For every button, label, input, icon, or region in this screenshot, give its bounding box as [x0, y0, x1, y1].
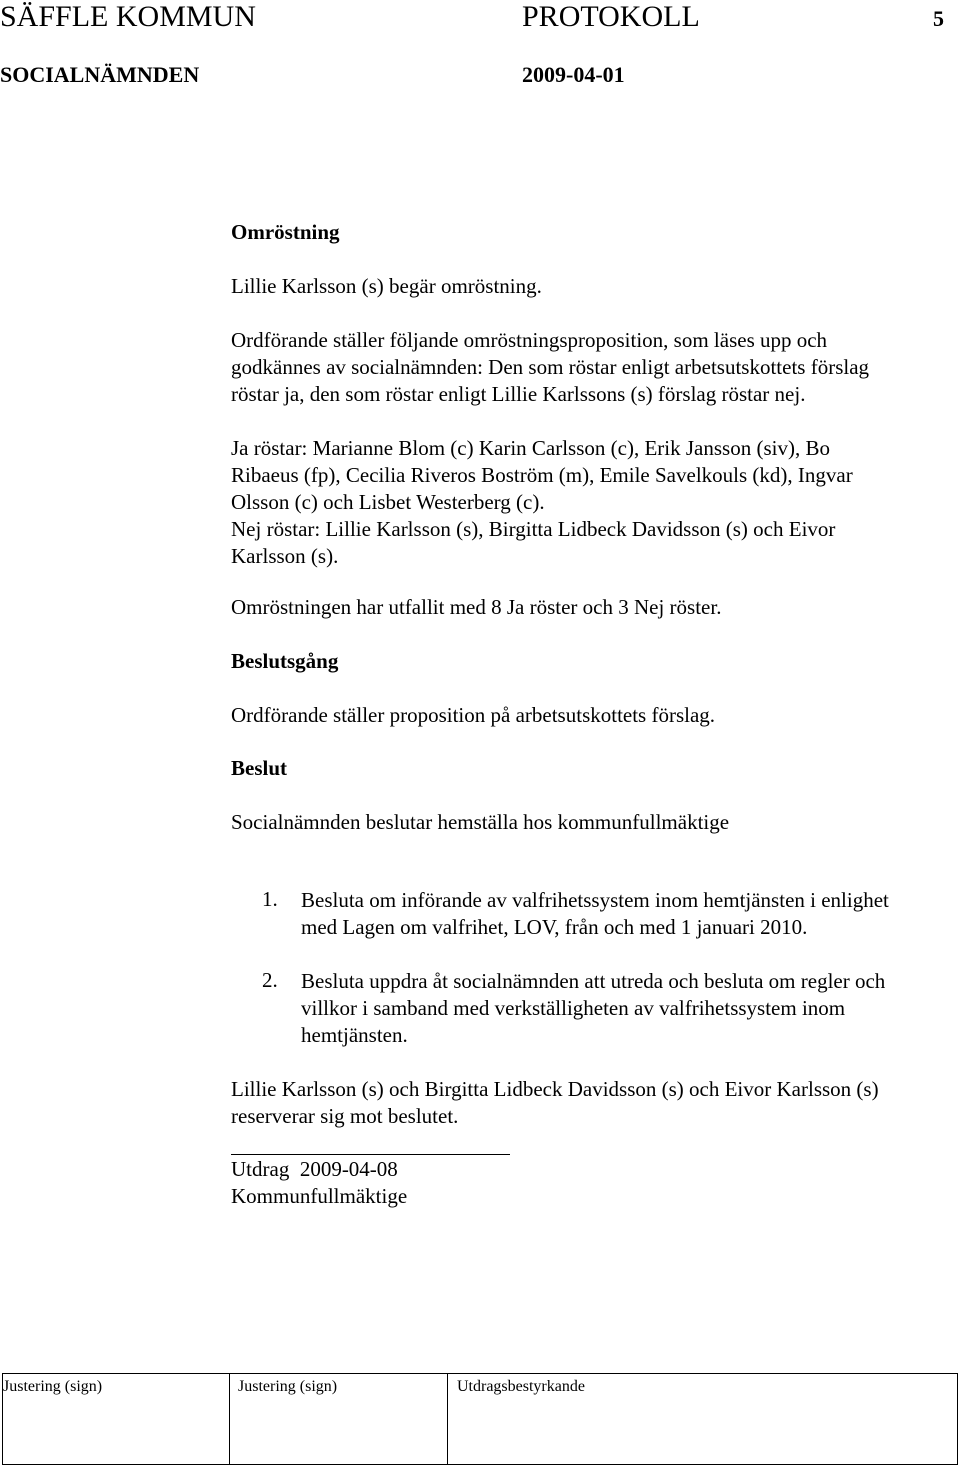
- separator-line: [231, 1154, 510, 1155]
- vote-line: Ja röstar: Marianne Blom (c) Karin Carlsson (c), Erik Jansson (siv), Bo: [231, 436, 830, 460]
- decision-heading: Beslut: [231, 756, 288, 780]
- signature-table: [2, 1373, 958, 1465]
- signature-label: Justering (sign): [238, 1378, 338, 1395]
- municipality-name: SÄFFLE KOMMUN: [0, 0, 256, 33]
- proposition-line: Ordförande ställer följande omröstningsproposition, som läses upp och: [231, 328, 828, 352]
- vote-proposition: [231, 327, 951, 408]
- proposition-line: godkännes av socialnämnden: Den som röstar enligt arbetsutskottets förslag: [231, 355, 870, 379]
- vote-line: Olsson (c) och Lisbet Westerberg (c).: [231, 490, 545, 514]
- meeting-date: 2009-04-01: [522, 62, 625, 87]
- decision-line: Besluta om införande av valfrihetssystem inom hemtjänsten i enlighet: [301, 888, 889, 912]
- proposition-line: röstar ja, den som röstar enligt Lillie Karlssons (s) förslag röstar nej.: [231, 382, 806, 406]
- vote-line: Karlsson (s).: [231, 544, 339, 568]
- signature-cell[interactable]: [3, 1374, 230, 1464]
- decision-line: hemtjänsten.: [301, 1023, 408, 1047]
- vote-heading: Omröstning: [231, 220, 340, 244]
- decision-number: 1.: [262, 887, 278, 911]
- vote-request: Lillie Karlsson (s) begär omröstning.: [231, 274, 542, 298]
- decision-item: [301, 887, 956, 941]
- decision-line: Besluta uppdra åt socialnämnden att utreda och besluta om regler och: [301, 969, 886, 993]
- procedure-heading: Beslutsgång: [231, 649, 339, 673]
- decision-item: [301, 968, 956, 1049]
- decision-number: 2.: [262, 968, 278, 992]
- vote-result: Omröstningen har utfallit med 8 Ja röster och 3 Nej röster.: [231, 595, 722, 619]
- vote-list: [231, 435, 951, 570]
- certification-label: Utdragsbestyrkande: [457, 1378, 585, 1395]
- reservation: [231, 1076, 951, 1130]
- page-number: 5: [933, 6, 944, 31]
- vote-line: Ribaeus (fp), Cecilia Riveros Boström (m), Emile Savelkouls (kd), Ingvar: [231, 463, 853, 487]
- reservation-line: reserverar sig mot beslutet.: [231, 1104, 459, 1128]
- certification-cell[interactable]: [449, 1374, 957, 1464]
- document-type: PROTOKOLL: [522, 0, 700, 33]
- vote-line: Nej röstar: Lillie Karlsson (s), Birgitta Lidbeck Davidsson (s) och Eivor: [231, 517, 836, 541]
- decision-line: villkor i samband med verkställigheten av valfrihetssystem inom: [301, 996, 846, 1020]
- signature-label: Justering (sign): [3, 1378, 103, 1395]
- board-name: SOCIALNÄMNDEN: [0, 62, 200, 87]
- extract-date: Utdrag 2009-04-08: [231, 1157, 398, 1181]
- decision-line: med Lagen om valfrihet, LOV, från och med 1 januari 2010.: [301, 915, 808, 939]
- decision-intro: Socialnämnden beslutar hemställa hos kommunfullmäktige: [231, 810, 730, 834]
- procedure-text: Ordförande ställer proposition på arbetsutskottets förslag.: [231, 703, 716, 727]
- reservation-line: Lillie Karlsson (s) och Birgitta Lidbeck Davidsson (s) och Eivor Karlsson (s): [231, 1077, 879, 1101]
- signature-cell[interactable]: [231, 1374, 448, 1464]
- extract-recipient: Kommunfullmäktige: [231, 1184, 408, 1208]
